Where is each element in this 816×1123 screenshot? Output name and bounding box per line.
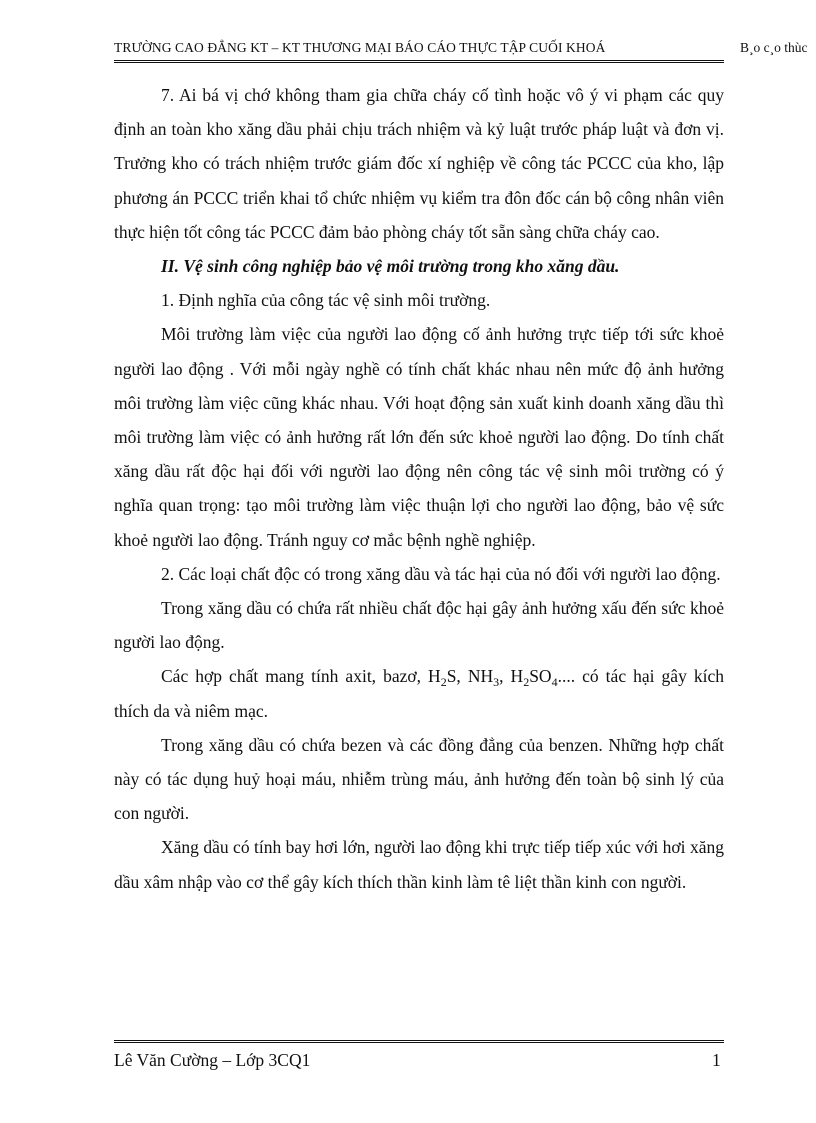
- paragraph: Xăng dầu có tính bay hơi lớn, người lao động khi trực tiếp tiếp xúc với hơi xăng dầu xâm nhập vào cơ thể gây kích thích thần kinh làm tê liệt thần kinh con người.: [114, 837, 724, 892]
- header-title: TRƯỜNG CAO ĐẲNG KT – KT THƯƠNG MẠI BÁO CÁO THỰC TẬP CUỐI KHOÁ: [114, 40, 606, 55]
- header-rule: [114, 60, 724, 63]
- page-number: 1: [712, 1050, 721, 1070]
- document-body: [114, 78, 724, 899]
- paragraph: 7. Ai bá vị chớ không tham gia chữa cháy cố tình hoặc vô ý vi phạm các quy định an toàn kho xăng dầu phải chịu trách nhiệm và kỷ luật trước pháp luật và đơn vị. Trưởng kho có trách nhiệm trước giám đốc xí nghiệp về công tác PCCC của kho, lập phương án PCCC triển khai tổ chức nhiệm vụ kiểm tra đôn đốc cán bộ công nhân viên thực hiện tốt công tác PCCC đảm bảo phòng cháy tốt sẵn sàng chữa cháy cao.: [114, 85, 724, 242]
- paragraph: Trong xăng dầu có chứa rất nhiều chất độc hại gây ảnh hưởng xấu đến sức khoẻ người lao động.: [114, 598, 724, 653]
- footer-rule: [114, 1040, 724, 1043]
- footer-author: Lê Văn Cường – Lớp 3CQ1: [114, 1050, 311, 1070]
- header-right-text: B¸o c¸o thùc: [740, 40, 808, 55]
- subsection-heading: 1. Định nghĩa của công tác vệ sinh môi trường.: [161, 290, 491, 311]
- paragraph: Môi trường làm việc của người lao động cố ảnh hưởng trực tiếp tới sức khoẻ người lao động . Với mỗi ngày nghề có tính chất khác nhau nên mức độ ảnh hưởng môi trường làm việc cũng khác nhau. Với hoạt động sản xuất kinh doanh xăng dầu thì môi trường làm việc có ảnh hưởng rất lớn đến sức khoẻ người lao động. Do tính chất xăng dầu rất độc hại đối với người lao động nên công tác vệ sinh môi trường có ý nghĩa quan trọng: tạo môi trường làm việc thuận lợi cho người lao động, bảo vệ sức khoẻ người lao động. Tránh nguy cơ mắc bệnh nghề nghiệp.: [114, 324, 724, 550]
- section-heading: II. Vệ sinh công nghiệp bảo vệ môi trường trong kho xăng dầu.: [161, 256, 620, 277]
- paragraph: Trong xăng dầu có chứa bezen và các đồng đẳng của benzen. Những hợp chất này có tác dụng huỷ hoại máu, nhiễm trùng máu, ảnh hưởng đến toàn bộ sinh lý của con người.: [114, 734, 724, 824]
- chemical-paragraph: Các hợp chất mang tính axit, bazơ, $H_2S$, $NH_3$, $H_2SO_4$.... có tác hại gây kích thích da và niêm mạc.: [114, 666, 724, 721]
- page-header: [114, 38, 814, 62]
- subsection-heading: 2. Các loại chất độc có trong xăng dầu và tác hại của nó đối với người lao động.: [161, 563, 721, 584]
